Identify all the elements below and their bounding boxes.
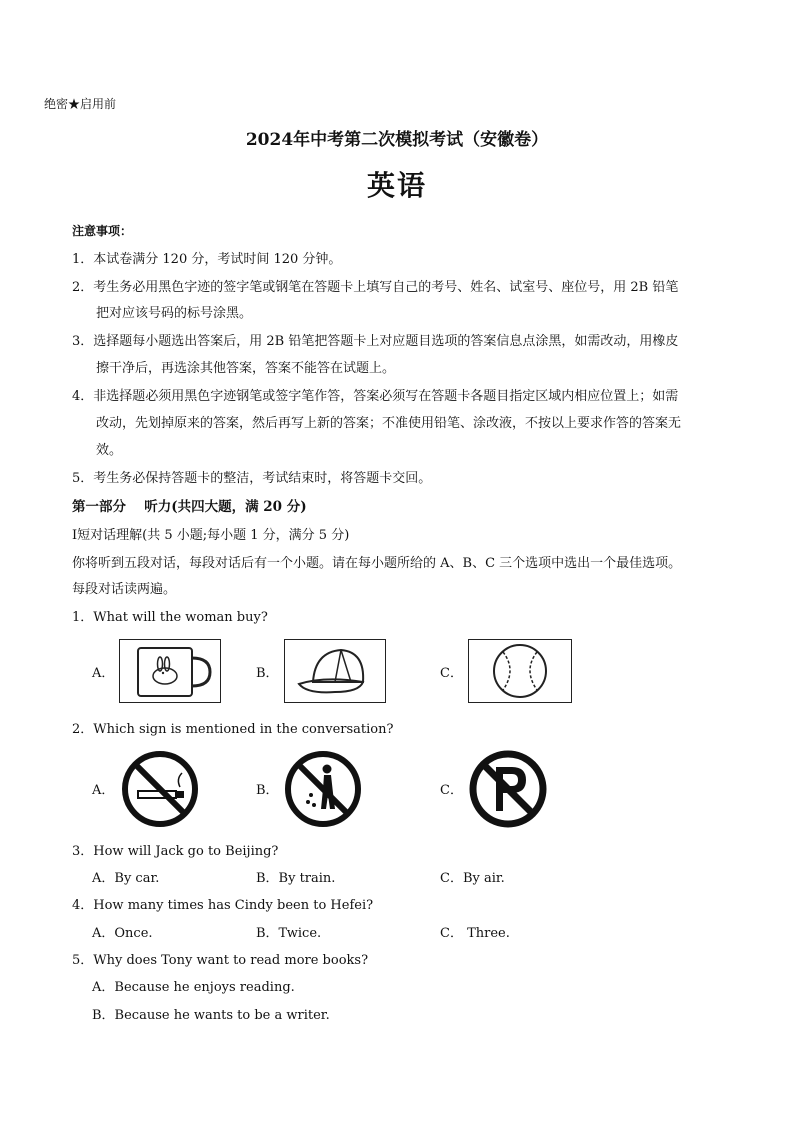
- question-5: 5．Why does Tony want to read more books?: [72, 953, 369, 968]
- subject-title: 英语: [366, 169, 427, 202]
- section-title: Ⅰ短对话理解(共 5 小题;每小题 1 分，满分 5 分): [72, 528, 350, 543]
- baseball-icon: [469, 640, 571, 702]
- option-label-b: B．: [256, 666, 279, 681]
- notice-item: 2．考生务必用黑色字迹的签字笔或钢笔在答题卡上填写自己的考号、姓名、试室号、座位号，用 2B 铅笔: [72, 280, 679, 295]
- notice-item-continued: 改动，先划掉原来的答案，然后再写上新的答案；不准使用铅笔、涂改液，不按以上要求作答的答案无: [96, 416, 682, 431]
- option-label-a: A．: [92, 783, 115, 798]
- notice-item-continued: 把对应该号码的标号涂黑。: [96, 306, 253, 321]
- instructions-line: 你将听到五段对话，每段对话后有一个小题。请在每小题所给的 A、B、C 三个选项中选出一个最佳选项。: [72, 556, 682, 571]
- notice-item: 1．本试卷满分 120 分，考试时间 120 分钟。: [72, 252, 342, 267]
- question-3: 3．How will Jack go to Beijing?: [72, 844, 279, 859]
- mug-icon: [120, 640, 220, 702]
- option-b: B．Because he wants to be a writer.: [92, 1008, 330, 1023]
- cap-icon: [285, 640, 385, 702]
- notice-item: 3．选择题每小题选出答案后，用 2B 铅笔把答题卡上对应题目选项的答案信息点涂黑，如需改动，用橡皮: [72, 334, 679, 349]
- no-littering-sign: [283, 749, 363, 829]
- option-label-c: C．: [440, 783, 463, 798]
- option-b: B．Twice.: [256, 926, 322, 941]
- option-c: C． Three.: [440, 926, 510, 941]
- question-2: 2．Which sign is mentioned in the conversation?: [72, 722, 394, 737]
- cap-image: [284, 639, 386, 703]
- exam-title: 2024年中考第二次模拟考试（安徽卷）: [245, 130, 549, 150]
- baseball-image: [468, 639, 572, 703]
- no-parking-sign: [468, 749, 548, 829]
- option-label-c: C．: [440, 666, 463, 681]
- instructions-line: 每段对话读两遍。: [72, 582, 177, 597]
- question-4: 4．How many times has Cindy been to Hefei?: [72, 898, 374, 913]
- option-a: A．Once.: [92, 926, 153, 941]
- mug-image: [119, 639, 221, 703]
- option-label-b: B．: [256, 783, 279, 798]
- notice-item: 4．非选择题必须用黑色字迹钢笔或签字笔作答，答案必须写在答题卡各题目指定区域内相应位置上；如需: [72, 389, 679, 404]
- question-1: 1．What will the woman buy?: [72, 610, 268, 625]
- notice-item-continued: 效。: [96, 443, 123, 458]
- confidential-label: 绝密★启用前: [44, 97, 117, 111]
- notice-item-continued: 擦干净后，再选涂其他答案，答案不能答在试题上。: [96, 361, 396, 376]
- option-a: A．Because he enjoys reading.: [92, 980, 295, 995]
- notice-item: 5．考生务必保持答题卡的整洁，考试结束时，将答题卡交回。: [72, 471, 432, 486]
- option-label-a: A．: [92, 666, 115, 681]
- notice-heading: 注意事项：: [72, 224, 133, 238]
- part-title: 第一部分 听力(共四大题，满 20 分): [72, 499, 307, 515]
- no-smoking-sign: [120, 749, 200, 829]
- option-a: A．By car.: [92, 871, 160, 886]
- option-c: C．By air.: [440, 871, 505, 886]
- option-b: B．By train.: [256, 871, 336, 886]
